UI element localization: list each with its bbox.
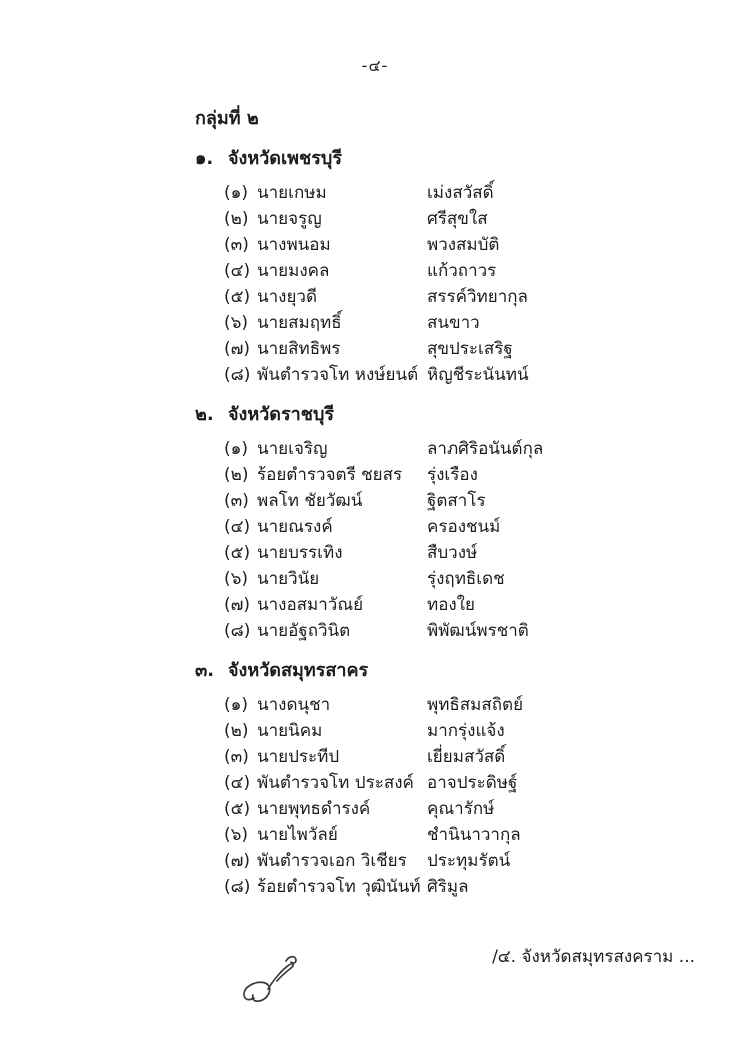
handwritten-signature-mark	[238, 952, 310, 1018]
member-row	[224, 540, 720, 566]
member-surname: หิญชีระนันทน์	[427, 365, 529, 385]
member-row	[224, 206, 720, 232]
member-surname: ฐิตสาโร	[427, 491, 486, 511]
member-surname: คุณารักษ์	[427, 799, 495, 819]
member-number: (๔)	[224, 261, 251, 281]
member-first-name: นายเกษม	[257, 183, 327, 203]
section-title: จังหวัดราชบุรี	[228, 404, 335, 425]
member-surname: แก้วถาวร	[427, 261, 497, 281]
member-surname: ลาภศิริอนันต์กุล	[427, 439, 544, 459]
member-first-name: นายเจริญ	[257, 439, 328, 459]
member-row	[224, 336, 720, 362]
member-number: (๑)	[224, 183, 249, 203]
member-row	[224, 180, 720, 206]
sections	[195, 146, 720, 900]
member-number: (๕)	[224, 799, 251, 819]
member-row	[224, 618, 720, 644]
member-row	[224, 514, 720, 540]
member-surname: เม่งสวัสดิ์	[427, 183, 494, 203]
section-header	[195, 402, 720, 428]
footer-continuation-note: /๔. จังหวัดสมุทรสงคราม ...	[492, 947, 695, 967]
member-first-name: นายอัฐถวินิต	[257, 621, 351, 641]
member-row	[224, 436, 720, 462]
member-number: (๗)	[224, 339, 251, 359]
signature-squiggle-icon	[238, 952, 310, 1014]
member-row	[224, 284, 720, 310]
member-number: (๘)	[224, 365, 251, 385]
member-number: (๓)	[224, 235, 249, 255]
member-surname: ศรีสุขใส	[427, 209, 488, 229]
member-number: (๓)	[224, 491, 249, 511]
member-number: (๓)	[224, 747, 249, 767]
member-number: (๖)	[224, 569, 249, 589]
member-row	[224, 232, 720, 258]
member-row	[224, 362, 720, 388]
member-surname: ศิริมูล	[427, 877, 469, 897]
member-number: (๒)	[224, 209, 249, 229]
member-first-name: นางยุวดี	[257, 287, 318, 307]
member-first-name: นางพนอม	[257, 235, 331, 255]
member-surname: เยี่ยมสวัสดิ์	[427, 747, 506, 767]
member-first-name: ร้อยตำรวจตรี ชยสร	[257, 465, 403, 485]
member-surname: พวงสมบัติ	[427, 235, 500, 255]
member-rows	[224, 692, 720, 900]
member-first-name: ร้อยตำรวจโท วุฒินันท์	[257, 877, 421, 897]
member-first-name: นายพุทธดำรงค์	[257, 799, 371, 819]
member-row	[224, 718, 720, 744]
member-number: (๖)	[224, 825, 249, 845]
member-surname: ชำนินาวากุล	[427, 825, 521, 845]
member-number: (๗)	[224, 851, 251, 871]
member-first-name: นายสิทธิพร	[257, 339, 341, 359]
member-first-name: นายนิคม	[257, 721, 323, 741]
member-number: (๔)	[224, 517, 251, 537]
province-section	[195, 146, 720, 388]
section-number: ๓.	[195, 660, 215, 681]
member-surname: อาจประดิษฐ์	[427, 773, 518, 793]
member-row	[224, 592, 720, 618]
section-header	[195, 658, 720, 684]
member-number: (๔)	[224, 773, 251, 793]
member-number: (๘)	[224, 877, 251, 897]
member-row	[224, 770, 720, 796]
member-first-name: นายไพวัลย์	[257, 825, 338, 845]
member-first-name: นางดนุชา	[257, 695, 331, 715]
member-number: (๘)	[224, 621, 251, 641]
member-number: (๕)	[224, 287, 251, 307]
member-rows	[224, 436, 720, 644]
member-surname: สนขาว	[427, 313, 480, 333]
member-surname: รุ่งเรือง	[427, 465, 478, 485]
member-surname: พุทธิสมสถิตย์	[427, 695, 524, 715]
section-title: จังหวัดเพชรบุรี	[228, 148, 342, 169]
section-number: ๑.	[195, 148, 214, 169]
member-first-name: พันตำรวจโท หงษ์ยนต์	[257, 365, 419, 385]
member-number: (๒)	[224, 721, 249, 741]
member-first-name: พันตำรวจเอก วิเชียร	[257, 851, 407, 871]
section-number: ๒.	[195, 404, 214, 425]
member-rows	[224, 180, 720, 388]
member-row	[224, 310, 720, 336]
member-number: (๒)	[224, 465, 249, 485]
member-number: (๑)	[224, 439, 249, 459]
member-first-name: นายประทีป	[257, 747, 340, 767]
member-first-name: พันตำรวจโท ประสงค์	[257, 773, 414, 793]
member-surname: สุขประเสริฐ	[427, 339, 513, 359]
section-title: จังหวัดสมุทรสาคร	[228, 660, 369, 681]
member-first-name: นายบรรเทิง	[257, 543, 343, 563]
member-row	[224, 848, 720, 874]
member-row	[224, 462, 720, 488]
member-surname: ประทุมรัตน์	[427, 851, 511, 871]
member-first-name: นางอสมาวัณย์	[257, 595, 364, 615]
member-first-name: นายจรูญ	[257, 209, 322, 229]
member-surname: มากรุ่งแจ้ง	[427, 721, 505, 741]
member-row	[224, 692, 720, 718]
member-surname: รุ่งฤทธิเดช	[427, 569, 505, 589]
member-row	[224, 744, 720, 770]
member-first-name: นายสมฤทธิ์	[257, 313, 342, 333]
province-section	[195, 658, 720, 900]
member-surname: สรรค์วิทยากุล	[427, 287, 528, 307]
member-number: (๖)	[224, 313, 249, 333]
section-header	[195, 146, 720, 172]
member-first-name: พลโท ชัยวัฒน์	[257, 491, 363, 511]
member-row	[224, 796, 720, 822]
group-title: กลุ่มที่ ๒	[195, 108, 259, 129]
province-section	[195, 402, 720, 644]
member-first-name: นายวินัย	[257, 569, 320, 589]
member-row	[224, 874, 720, 900]
member-row	[224, 488, 720, 514]
member-number: (๑)	[224, 695, 249, 715]
page-number: -๔-	[361, 56, 389, 75]
member-surname: ทองใย	[427, 595, 475, 615]
member-surname: ครองชนม์	[427, 517, 501, 537]
member-row	[224, 822, 720, 848]
document-content	[195, 106, 720, 900]
member-number: (๕)	[224, 543, 251, 563]
member-first-name: นายมงคล	[257, 261, 330, 281]
member-first-name: นายณรงค์	[257, 517, 333, 537]
member-surname: พิพัฒน์พรชาติ	[427, 621, 529, 641]
member-surname: สืบวงษ์	[427, 543, 478, 563]
member-row	[224, 566, 720, 592]
member-row	[224, 258, 720, 284]
member-number: (๗)	[224, 595, 251, 615]
